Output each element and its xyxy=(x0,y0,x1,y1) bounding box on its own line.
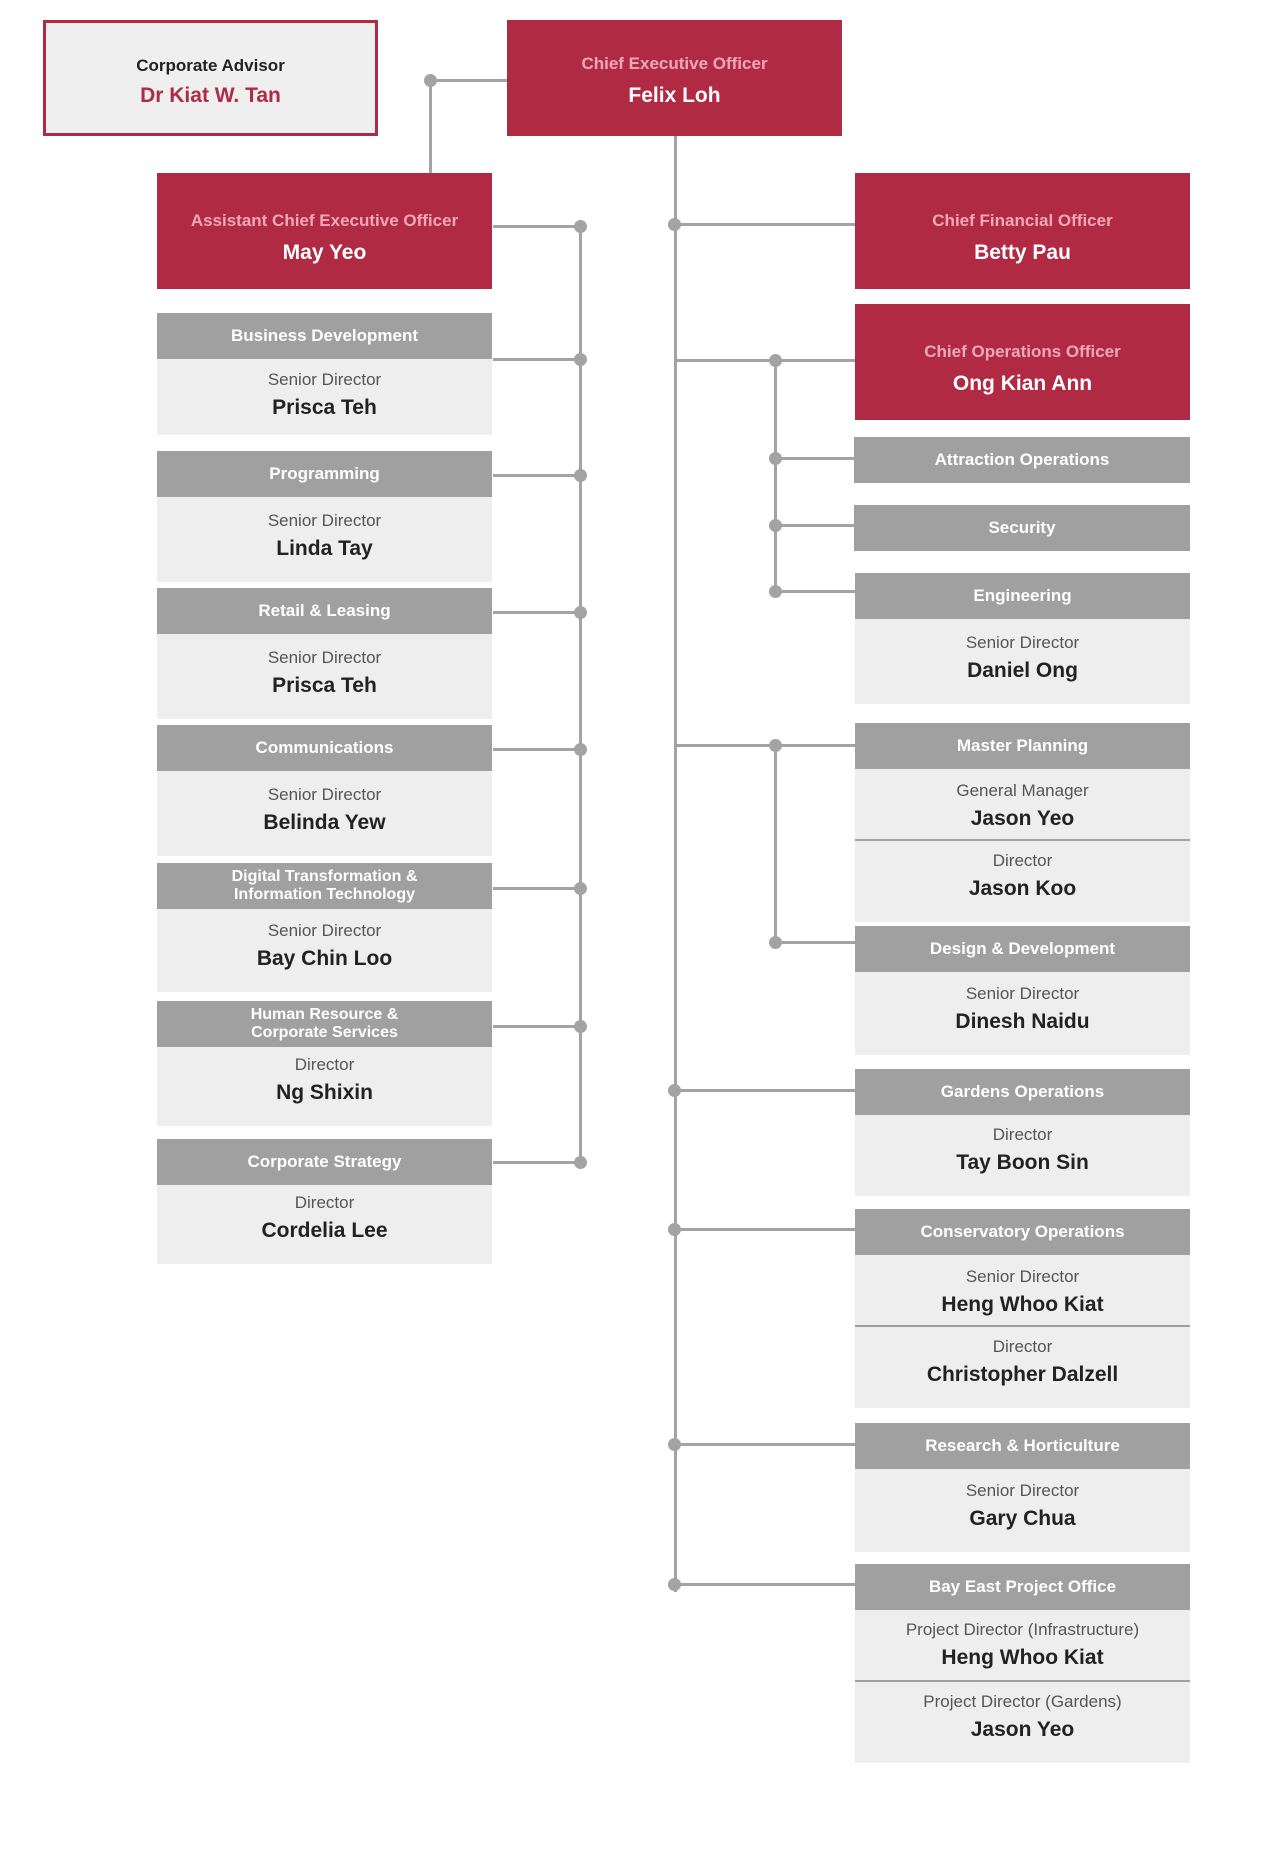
person-name: Tay Boon Sin xyxy=(956,1151,1089,1174)
dept-body xyxy=(157,1047,492,1126)
person-title: Senior Director xyxy=(267,785,382,804)
dept-header-line1: Digital Transformation & xyxy=(231,868,418,885)
dept-security xyxy=(854,505,1190,551)
dept-programming xyxy=(157,451,492,568)
dept-body xyxy=(157,1185,492,1264)
dept-research-horticulture xyxy=(855,1423,1190,1540)
dept-gardens-operations xyxy=(855,1069,1190,1186)
dept-header xyxy=(157,863,492,909)
person-title: Senior Director xyxy=(965,1481,1080,1500)
person-title: Project Director (Infrastructure) xyxy=(905,1620,1140,1639)
dept-master-planning xyxy=(855,723,1190,912)
person-title: Project Director (Gardens) xyxy=(923,1692,1122,1711)
dept-header xyxy=(157,1001,492,1047)
dept-header: Conservatory Operations xyxy=(855,1209,1190,1255)
dept-header: Bay East Project Office xyxy=(855,1564,1190,1610)
dept-header: Security xyxy=(854,505,1190,551)
person-title: Senior Director xyxy=(965,1267,1080,1286)
ceo-role: Chief Executive Officer xyxy=(581,54,768,73)
dept-header: Engineering xyxy=(855,573,1190,619)
person-title: Director xyxy=(992,1125,1053,1144)
dept-design-development xyxy=(855,926,1190,1043)
person-title: Director xyxy=(992,851,1053,870)
dept-business-development xyxy=(157,313,492,424)
dept-body xyxy=(855,972,1190,1055)
person-name: Jason Yeo xyxy=(970,807,1075,830)
person-title: Senior Director xyxy=(965,984,1080,1003)
dept-body xyxy=(855,1610,1190,1690)
advisor-role: Corporate Advisor xyxy=(136,56,285,75)
person-name: Prisca Teh xyxy=(272,674,377,697)
person-name: Christopher Dalzell xyxy=(926,1363,1119,1386)
dept-body xyxy=(157,359,492,435)
dept-body xyxy=(855,841,1190,922)
advisor-name: Dr Kiat W. Tan xyxy=(140,84,281,107)
dept-conservatory-operations xyxy=(855,1209,1190,1398)
coo-box xyxy=(855,304,1190,420)
dept-header: Master Planning xyxy=(855,723,1190,769)
dept-header: Design & Development xyxy=(855,926,1190,972)
corporate-advisor-box xyxy=(43,20,378,136)
dept-header: Communications xyxy=(157,725,492,771)
ceo-name: Felix Loh xyxy=(628,84,721,107)
person-title: Senior Director xyxy=(267,921,382,940)
person-title: Senior Director xyxy=(267,511,382,530)
dept-communications xyxy=(157,725,492,842)
dept-header: Retail & Leasing xyxy=(157,588,492,634)
person-name: Bay Chin Loo xyxy=(256,947,393,970)
cfo-box xyxy=(855,173,1190,289)
coo-name: Ong Kian Ann xyxy=(952,372,1093,395)
dept-corporate-strategy xyxy=(157,1139,492,1256)
dept-body xyxy=(855,1115,1190,1196)
assistant-ceo-box xyxy=(157,173,492,289)
person-name: Prisca Teh xyxy=(272,396,377,419)
dept-body xyxy=(855,1469,1190,1552)
person-title: Director xyxy=(294,1193,355,1212)
person-name: Daniel Ong xyxy=(967,659,1078,682)
person-name: Linda Tay xyxy=(276,537,373,560)
assistant-ceo-name: May Yeo xyxy=(282,241,367,264)
dept-retail-leasing xyxy=(157,588,492,705)
person-title: Director xyxy=(294,1055,355,1074)
person-name: Cordelia Lee xyxy=(261,1219,388,1242)
dept-attraction-operations xyxy=(854,437,1190,483)
ceo-box xyxy=(507,20,842,136)
person-name: Jason Yeo xyxy=(970,1718,1075,1741)
dept-digital-transformation-it xyxy=(157,863,492,980)
dept-body xyxy=(157,497,492,582)
dept-header: Gardens Operations xyxy=(855,1069,1190,1115)
cfo-name: Betty Pau xyxy=(974,241,1071,264)
dept-body xyxy=(157,909,492,992)
dept-header: Programming xyxy=(157,451,492,497)
person-title: Senior Director xyxy=(965,633,1080,652)
person-name: Jason Koo xyxy=(968,877,1077,900)
person-name: Heng Whoo Kiat xyxy=(941,1646,1104,1669)
person-title: General Manager xyxy=(956,781,1089,800)
dept-header: Research & Horticulture xyxy=(855,1423,1190,1469)
dept-body xyxy=(855,1682,1190,1763)
dept-header-line1: Human Resource & xyxy=(250,1006,399,1023)
dept-body xyxy=(157,634,492,719)
assistant-ceo-role: Assistant Chief Executive Officer xyxy=(190,211,459,230)
person-title: Senior Director xyxy=(267,648,382,667)
dept-header: Attraction Operations xyxy=(854,437,1190,483)
dept-bay-east-project-office xyxy=(855,1564,1190,1753)
person-name: Gary Chua xyxy=(969,1507,1076,1530)
dept-header: Business Development xyxy=(157,313,492,359)
person-name: Belinda Yew xyxy=(263,811,386,834)
coo-role: Chief Operations Officer xyxy=(924,342,1121,361)
dept-header: Corporate Strategy xyxy=(157,1139,492,1185)
person-name: Dinesh Naidu xyxy=(955,1010,1090,1033)
cfo-role: Chief Financial Officer xyxy=(932,211,1113,230)
dept-body xyxy=(855,1327,1190,1408)
person-title: Senior Director xyxy=(267,370,382,389)
person-title: Director xyxy=(992,1337,1053,1356)
person-name: Ng Shixin xyxy=(276,1081,373,1104)
dept-header-line2: Corporate Services xyxy=(251,1024,398,1041)
dept-body xyxy=(157,771,492,856)
dept-header-line2: Information Technology xyxy=(233,886,415,903)
dept-body xyxy=(855,619,1190,704)
dept-human-resource xyxy=(157,1001,492,1118)
person-name: Heng Whoo Kiat xyxy=(941,1293,1104,1316)
dept-engineering xyxy=(855,573,1190,690)
